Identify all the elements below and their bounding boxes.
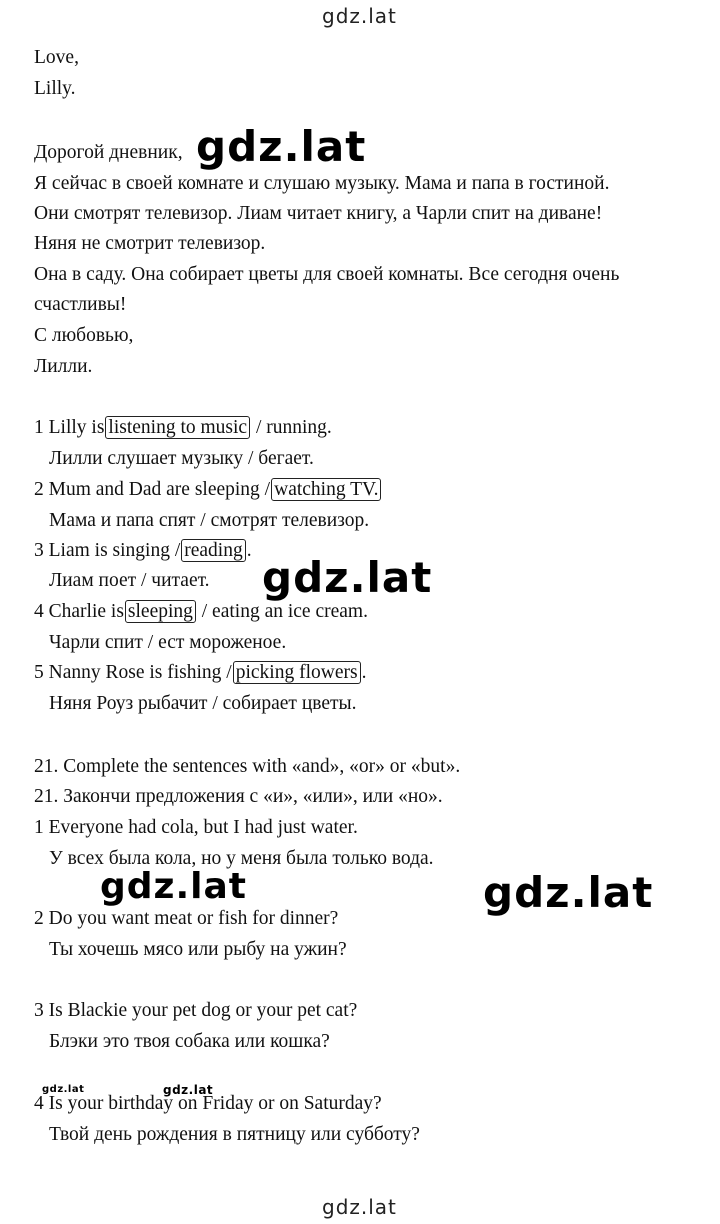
translation-line-5: счастливы! <box>34 294 127 315</box>
watermark-tiny-2: gdz.lat <box>163 1083 214 1097</box>
exercise-21-item-1-en: 1 Everyone had cola, but I had just water. <box>34 817 358 838</box>
exercise-item-5-ru: Няня Роуз рыбачит / собирает цветы. <box>49 693 357 714</box>
translation-line-3: Няня не смотрит телевизор. <box>34 233 266 254</box>
boxed-answer: picking flowers <box>233 661 361 684</box>
watermark-top: gdz.lat <box>322 4 397 28</box>
exercise-item-4-ru: Чарли спит / ест мороженое. <box>49 632 287 653</box>
translation-line-4: Она в саду. Она собирает цветы для своей комнаты. Все сегодня очень <box>34 264 620 285</box>
exercise-item-1-ru: Лилли слушает музыку / бегает. <box>49 448 314 469</box>
exercise-21-item-1-ru: У всех была кола, но у меня была только вода. <box>49 848 434 869</box>
watermark-bottom: gdz.lat <box>322 1195 397 1219</box>
translation-line-6: С любовью, <box>34 325 134 346</box>
boxed-answer: listening to music <box>105 416 250 439</box>
exercise-21-item-4-ru: Твой день рождения в пятницу или субботу? <box>49 1124 420 1145</box>
exercise-21-item-4-en: 4 Is your birthday on Friday or on Saturday? <box>34 1093 382 1114</box>
translation-line-7: Лилли. <box>34 356 93 377</box>
translation-line-2: Они смотрят телевизор. Лиам читает книгу, а Чарли спит на диване! <box>34 203 603 224</box>
exercise-21-title-en: 21. Complete the sentences with «and», «or» or «but». <box>34 756 461 777</box>
exercise-item-2-en: 2 Mum and Dad are sleeping / watching TV. <box>34 478 382 502</box>
boxed-answer: sleeping <box>125 600 196 623</box>
exercise-item-4-en: 4 Charlie is sleeping / eating an ice cream. <box>34 601 368 622</box>
exercise-21-item-3-ru: Блэки это твоя собака или кошка? <box>49 1031 330 1052</box>
translation-greeting: Дорогой дневник, <box>34 142 183 163</box>
watermark-big-4: gdz.lat <box>483 868 654 917</box>
exercise-item-2-ru: Мама и папа спят / смотрят телевизор. <box>49 510 370 531</box>
exercise-item-5-en: 5 Nanny Rose is fishing / picking flowers . <box>34 662 367 683</box>
exercise-21-title-ru: 21. Закончи предложения с «и», «или», или «но». <box>34 786 443 807</box>
boxed-answer: watching TV. <box>271 478 381 501</box>
exercise-21-item-3-en: 3 Is Blackie your pet dog or your pet cat? <box>34 1000 358 1021</box>
exercise-item-1-en: 1 Lilly is listening to music / running. <box>34 417 332 438</box>
watermark-big-2: gdz.lat <box>262 553 433 602</box>
letter-signature: Lilly. <box>34 78 76 99</box>
boxed-answer: reading <box>181 539 245 562</box>
exercise-item-3-en: 3 Liam is singing / reading . <box>34 540 252 561</box>
letter-closing: Love, <box>34 47 79 68</box>
translation-line-1: Я сейчас в своей комнате и слушаю музыку. Мама и папа в гостиной. <box>34 173 610 194</box>
watermark-tiny-1: gdz.lat <box>42 1084 85 1095</box>
exercise-21-item-2-en: 2 Do you want meat or fish for dinner? <box>34 908 339 929</box>
watermark-big-1: gdz.lat <box>196 122 367 171</box>
exercise-item-3-ru: Лиам поет / читает. <box>49 570 210 591</box>
exercise-21-item-2-ru: Ты хочешь мясо или рыбу на ужин? <box>49 939 347 960</box>
watermark-big-3: gdz.lat <box>100 866 248 907</box>
